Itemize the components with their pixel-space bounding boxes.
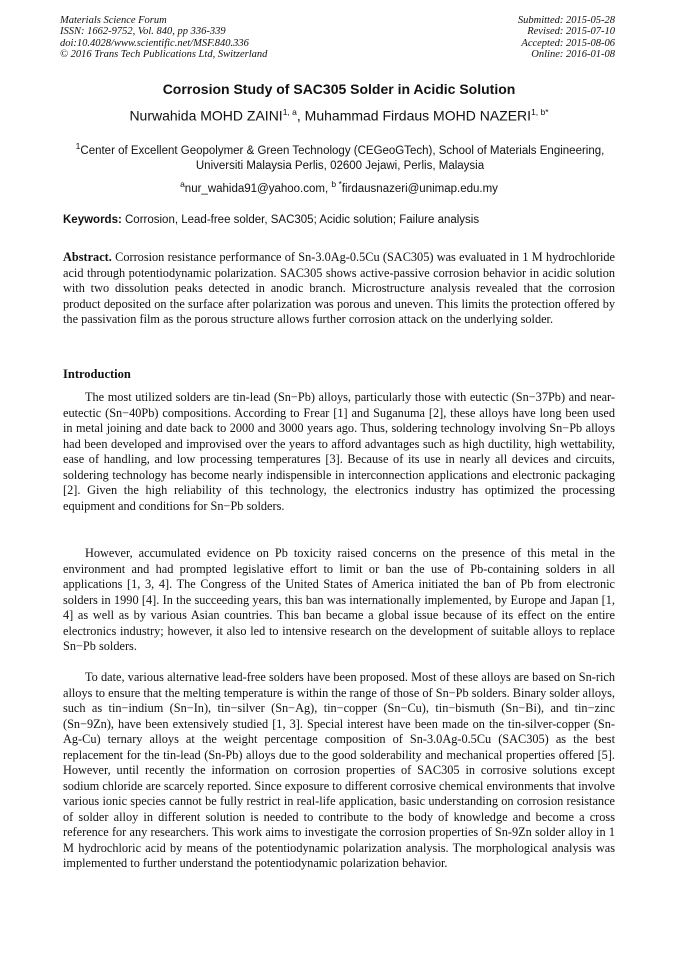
date-online: Online: 2016-01-08 bbox=[531, 49, 615, 61]
abstract bbox=[63, 250, 615, 328]
date-submitted: Submitted: 2015-05-28 bbox=[517, 15, 615, 26]
abstract-text: Corrosion resistance performance of Sn-3.0Ag-0.5Cu (SAC305) was evaluated in 1 M hydrochloride acid through potentiodynamic polarization. SAC305 shows active-passive corrosion behavior in acidic solution with two dissolution peaks detected in anodic branch. Microstructure analysis revealed that the corrosion product deposited on the surface after polarization was porous and uneven. This limits the protection offered by the passivation film as the porous structure allows further corrosion attack on the underlying solder. bbox=[63, 250, 615, 326]
email-a[interactable]: nur_wahida91@yahoo.com, bbox=[184, 182, 332, 195]
intro-paragraph-2 bbox=[63, 546, 615, 655]
paper-title: Corrosion Study of SAC305 Solder in Acidic Solution bbox=[162, 81, 516, 97]
journal-issn: ISSN: 1662-9752, Vol. 840, pp 336-339 bbox=[60, 26, 226, 38]
intro-paragraph-1 bbox=[63, 390, 615, 514]
abstract-label: Abstract. bbox=[63, 250, 112, 264]
author-separator: , bbox=[296, 107, 305, 124]
author-line bbox=[0, 107, 678, 124]
keywords-text: Corrosion, Lead-free solder, SAC305; Acidic solution; Failure analysis bbox=[121, 214, 480, 226]
email-b[interactable]: firdausnazeri@unimap.edu.my bbox=[341, 182, 498, 195]
affiliation-text: Center of Excellent Geopolymer & Green Technology (CEGeoGTech), School of Materials Engineering, Universiti Malaysia Perlis, 02600 Jejawi, Perlis, Malaysia bbox=[80, 144, 605, 172]
author-1-affil: 1, a bbox=[282, 107, 297, 117]
intro-paragraph-3 bbox=[63, 670, 615, 872]
author-emails bbox=[0, 179, 678, 195]
email-b-marker: b * bbox=[331, 179, 342, 189]
journal-info bbox=[60, 15, 267, 61]
date-revised: Revised: 2015-07-10 bbox=[527, 26, 615, 38]
email-a-marker: a bbox=[180, 179, 185, 189]
submission-dates bbox=[518, 15, 615, 61]
paragraph-text: However, accumulated evidence on Pb toxicity raised concerns on the presence of this metal in the environment and had prompted legislative effort to limit or ban the use of Pb-containing solders in all applications [1, 3, 4]. The Congress of the United States of America initiated the ban of Pb from electronic solders in 1990 [4]. In the succeeding years, this ban was internationally implemented, by Europe and Japan [1, 4] as well as by various Asian countries. This ban became a global issue because of its effect on the entire electronics industry; however, it also led to intensive research on the development of suitable alloys to replace Sn−Pb solders. bbox=[63, 546, 615, 653]
affiliation-marker: 1 bbox=[75, 141, 81, 151]
keywords bbox=[63, 214, 623, 226]
author-2-affil: 1, b* bbox=[531, 107, 549, 117]
paragraph-text: The most utilized solders are tin-lead (Sn−Pb) alloys, particularly those with eutectic (Sn−37Pb) and near-eutectic (Sn−40Pb) compositions. According to Frear [1] and Suganuma [2], these alloys have long been used in metal joining and date back to 2000 and 3000 years ago. Thus, soldering technology involving Sn−Pb alloys had been developed and improvised over the years to afford advantages such as high ductility, high wettability, ease of handling, and low processing temperatures [3]. Because of its use in nearly all devices and circuits, soldering technology has become nearly indispensible in interconnection applications and electronic packaging [2]. Given the high reliability of this technology, the electronics industry has optimized the processing equipment and conditions for Sn−Pb solders. bbox=[63, 390, 615, 513]
affiliation bbox=[70, 139, 610, 174]
keywords-label: Keywords: bbox=[63, 214, 122, 226]
paragraph-text: To date, various alternative lead-free solders have been proposed. Most of these alloys are based on Sn-rich alloys to ensure that the melting temperature is within the range of those of Sn−Pb solders. Binary solder alloys, such as tin−indium (Sn−In), tin−silver (Sn−Ag), tin−copper (Sn−Cu), tin−bismuth (Sn−Bi), and tin−zinc (Sn−9Zn), have been extensively studied [1, 3]. Special interest have been made on the tin-silver-copper (Sn-Ag-Cu) ternary alloys at the weight percentage composition of Sn-3.0Ag-0.5Cu (SAC305) as the best replacement for the tin-lead (Sn-Pb) alloys due to the good solderability and mechanical properties offered [5]. However, until recently the information on corrosion properties of SAC305 in corrosive solutions except sodium chloride are scarcely reported. Since exposure to different corrosive chemical environments that involve various ionic species cannot be fully restrict in real-life application, basic understanding on corrosion resistance of solder alloy in different solution is needed to contribute to the body of knowledge and become a cross reference for any researchers. This work aims to investigate the corrosion properties of Sn-9Zn solder alloy in 1 M hydrochloric acid by means of the potentiodynamic polarization analysis. The morphological analysis was implemented to further understand the potentiodynamic polarization behavior. bbox=[63, 670, 615, 870]
author-2: Muhammad Firdaus MOHD NAZERI bbox=[304, 107, 532, 124]
journal-copyright: © 2016 Trans Tech Publications Ltd, Switzerland bbox=[60, 49, 268, 61]
introduction-heading: Introduction bbox=[63, 367, 131, 381]
date-accepted: Accepted: 2015-08-06 bbox=[521, 37, 615, 49]
journal-name: Materials Science Forum bbox=[60, 15, 167, 26]
author-1: Nurwahida MOHD ZAINI bbox=[129, 107, 283, 124]
journal-doi[interactable]: doi:10.4028/www.scientific.net/MSF.840.336 bbox=[60, 37, 249, 49]
